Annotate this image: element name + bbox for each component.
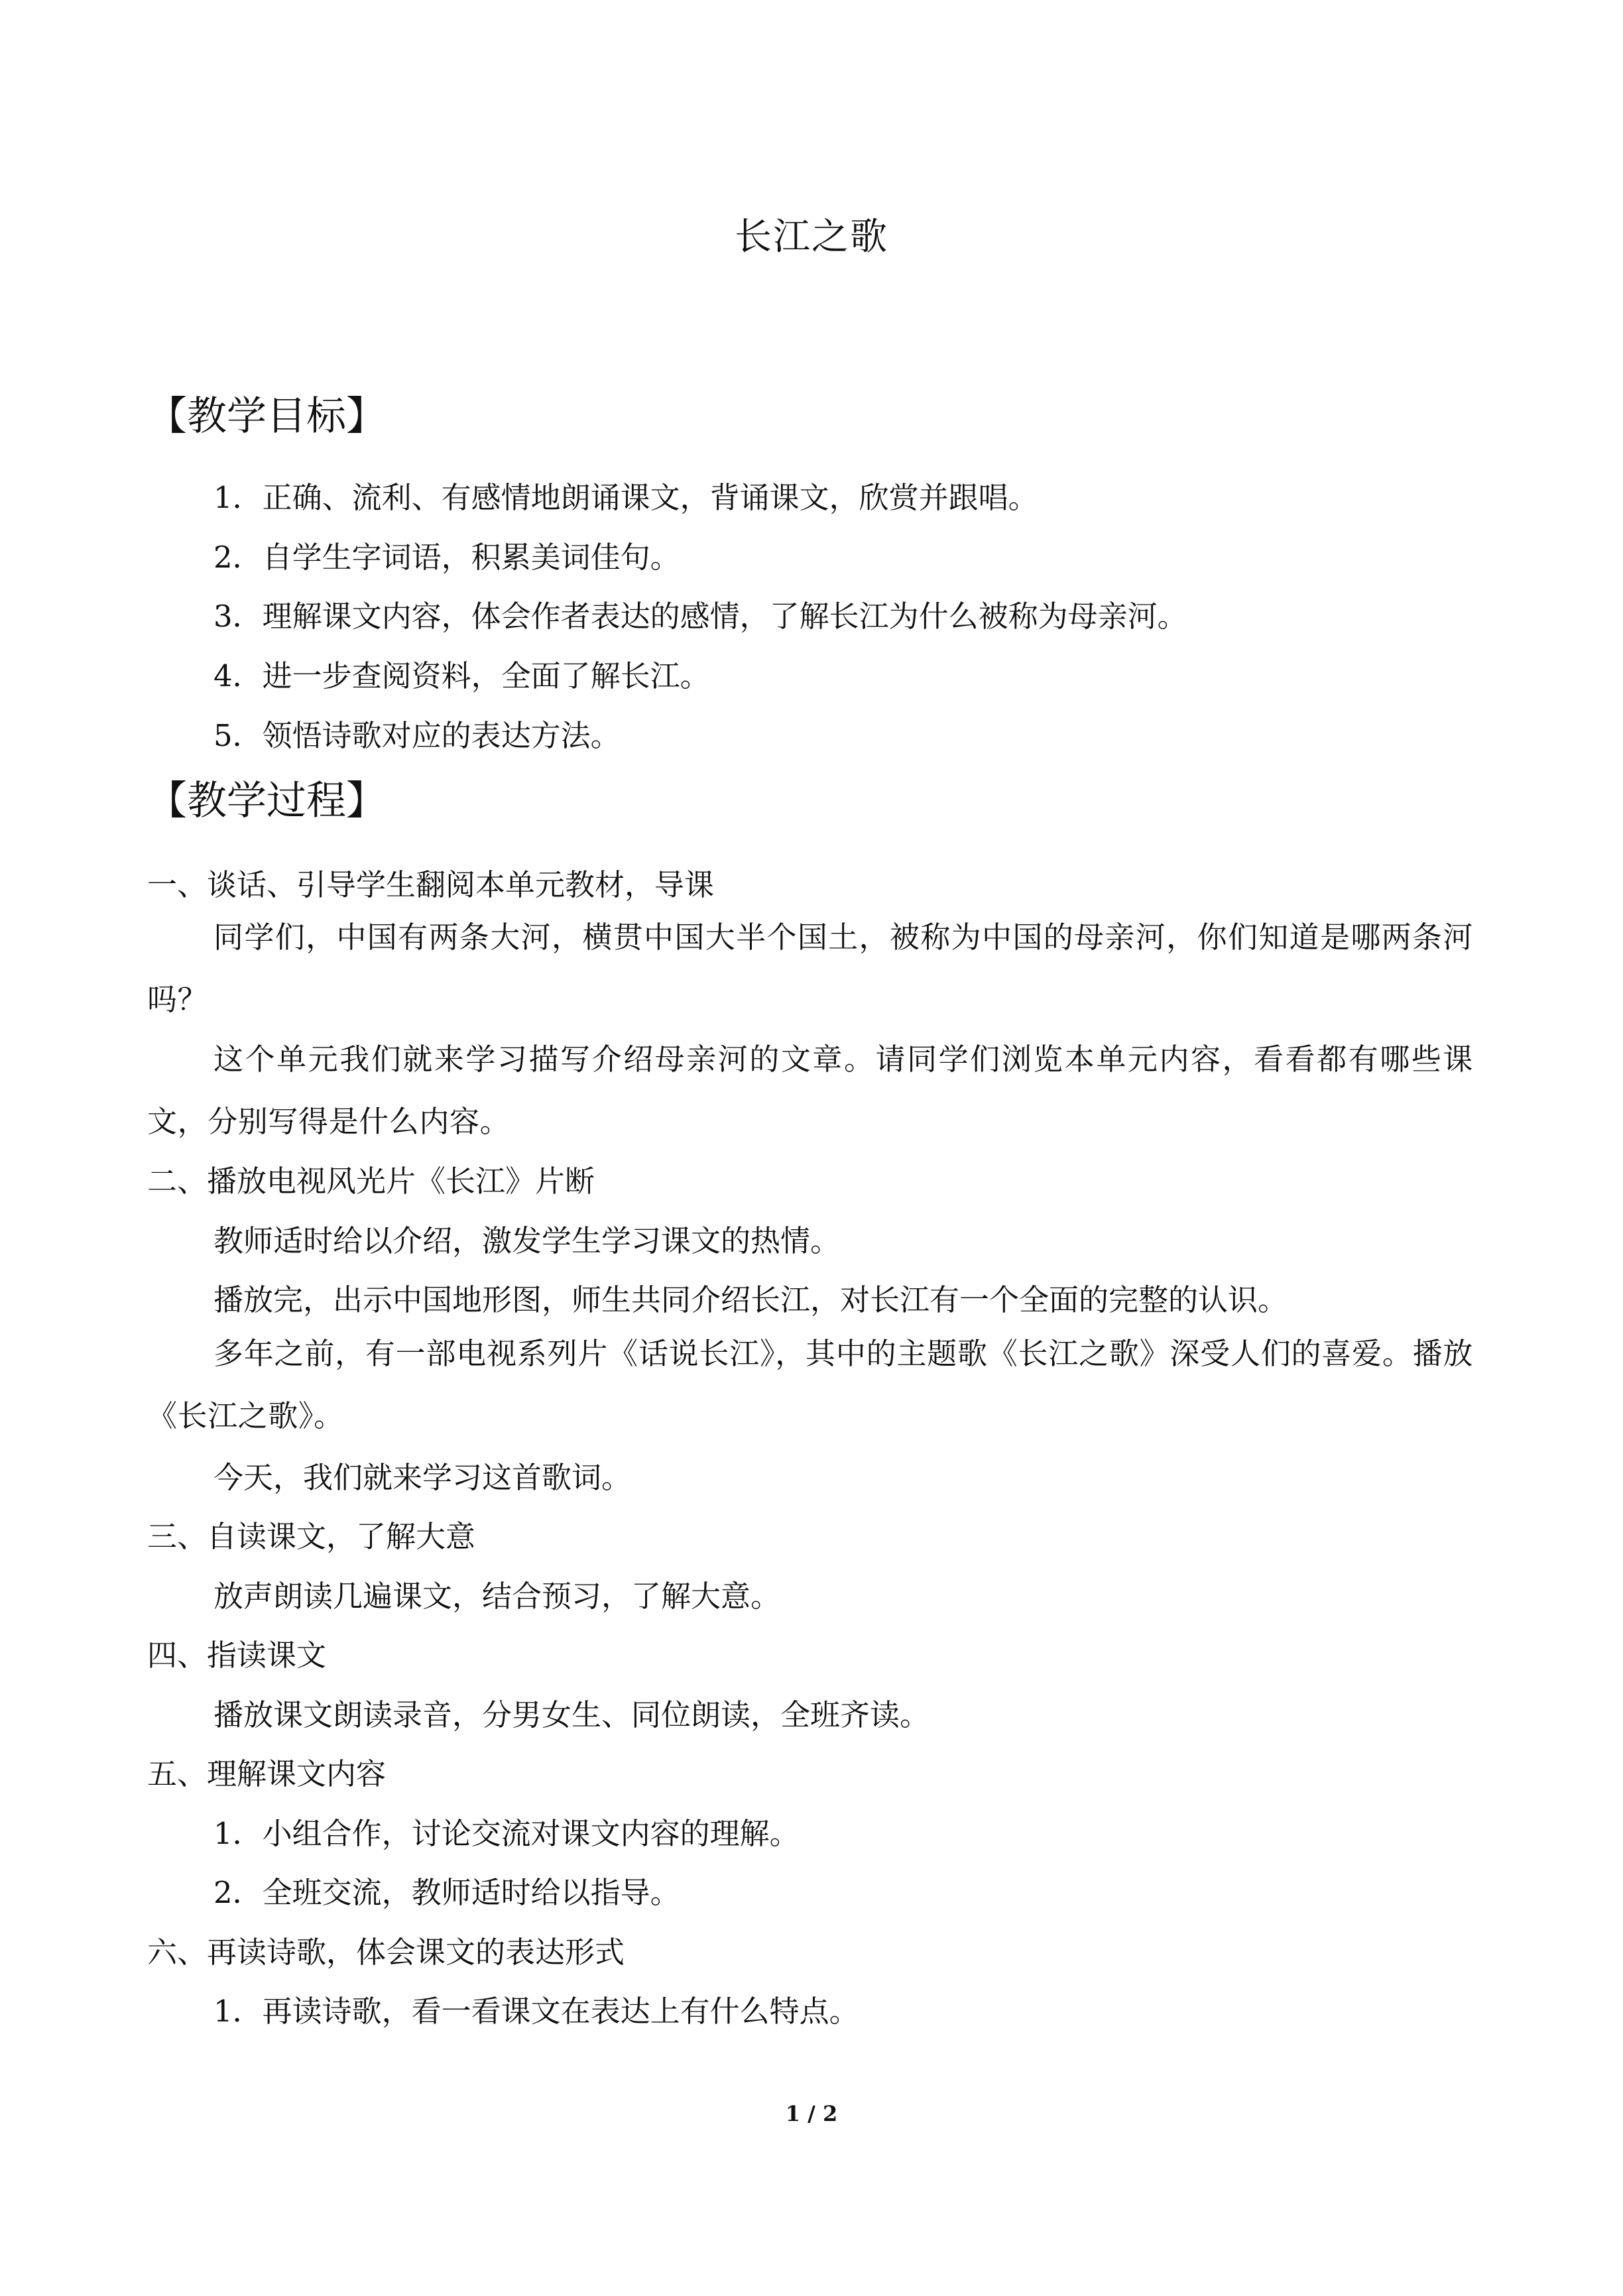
- step-paragraph: 放声朗读几遍课文，结合预习，了解大意。: [213, 1579, 781, 1614]
- step-heading-6: 六、再读诗歌，体会课文的表达形式: [147, 1935, 625, 1970]
- step-paragraph: 这个单元我们就来学习描写介绍母亲河的文章。请同学们浏览本单元内容，看看都有哪些课文，分别写得是什么内容。: [147, 1042, 1473, 1139]
- step-paragraph: 播放课文朗读录音，分男女生、同位朗读，全班齐读。: [213, 1697, 930, 1732]
- step-paragraph: 今天，我们就来学习这首歌词。: [213, 1460, 632, 1495]
- goal-item: 1．正确、流利、有感情地朗诵课文，背诵课文，欣赏并跟唱。: [213, 480, 1038, 515]
- step-paragraph: 播放完，出示中国地形图，师生共同介绍长江，对长江有一个全面的完整的认识。: [213, 1282, 1288, 1317]
- step-heading-4: 四、指读课文: [147, 1638, 327, 1673]
- goal-item: 2．自学生字词语，积累美词佳句。: [213, 540, 680, 575]
- goal-item: 3．理解课文内容，体会作者表达的感情，了解长江为什么被称为母亲河。: [213, 599, 1187, 634]
- document-title: 长江之歌: [735, 215, 888, 259]
- step-heading-2: 二、播放电视风光片《长江》片断: [147, 1164, 595, 1199]
- step-heading-5: 五、理解课文内容: [147, 1756, 387, 1791]
- step-paragraph: 1．再读诗歌，看一看课文在表达上有什么特点。: [213, 1994, 859, 2029]
- step-paragraph: 同学们，中国有两条大河，横贯中国大半个国土，被称为中国的母亲河，你们知道是哪两条河吗？: [147, 920, 1473, 1017]
- section-heading-process: 【教学过程】: [147, 778, 386, 824]
- section-heading-goals: 【教学目标】: [147, 393, 386, 440]
- step-paragraph: 多年之前，有一部电视系列片《话说长江》，其中的主题歌《长江之歌》深受人们的喜爱。播放《长江之歌》。: [147, 1336, 1473, 1433]
- step-paragraph: 1．小组合作，讨论交流对课文内容的理解。: [213, 1816, 800, 1851]
- goal-item: 4．进一步查阅资料，全面了解长江。: [213, 658, 710, 694]
- step-heading-1: 一、谈话、引导学生翻阅本单元教材，导课: [147, 867, 715, 902]
- step-paragraph: 教师适时给以介绍，激发学生学习课文的热情。: [213, 1223, 841, 1258]
- goal-item: 5．领悟诗歌对应的表达方法。: [213, 718, 621, 753]
- page-number: 1 / 2: [785, 2101, 838, 2126]
- step-paragraph: 2．全班交流，教师适时给以指导。: [213, 1875, 680, 1910]
- step-heading-3: 三、自读课文，了解大意: [147, 1519, 476, 1554]
